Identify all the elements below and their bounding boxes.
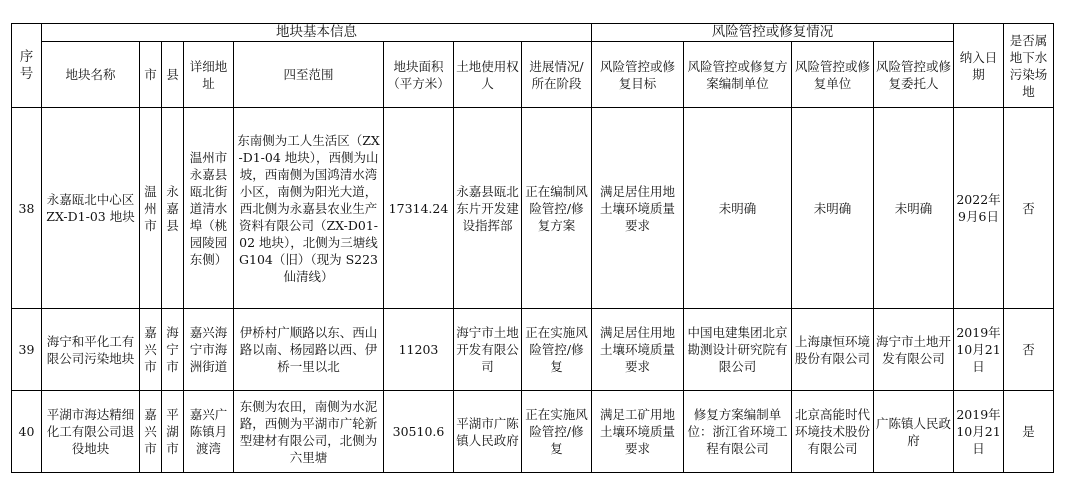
header-seq: 序号 [12,24,42,108]
cell-repair-unit: 未明确 [792,108,874,309]
cell-boundary: 东南侧为工人生活区（ZX-D1-04 地块），西侧为山坡，西南侧为国鸿清水湾小区，南侧为阳光大道，西北侧为永嘉县农业生产资料有限公司（ZX-D01-02 地块），北侧为三塘线 G104（旧）（现为 S223 仙清线） [234,108,384,309]
cell-client: 广陈镇人民政府 [874,391,954,473]
cell-plan-unit: 修复方案编制单位：浙江省环境工程有限公司 [684,391,792,473]
cell-seq: 40 [12,391,42,473]
cell-city: 温州市 [140,108,162,309]
cell-target: 满足工矿用地土壤环境质量要求 [592,391,684,473]
cell-client: 未明确 [874,108,954,309]
cell-repair-unit: 上海康恒环境股份有限公司 [792,309,874,391]
cell-client: 海宁市土地开发有限公司 [874,309,954,391]
cell-target: 满足居住用地土壤环境质量要求 [592,108,684,309]
header-county: 县 [162,42,184,108]
header-plan-unit: 风险管控或修复方案编制单位 [684,42,792,108]
cell-target: 满足居住用地土壤环境质量要求 [592,309,684,391]
cell-city: 嘉兴市 [140,309,162,391]
cell-date: 2019年10月21日 [954,391,1004,473]
header-groundwater: 是否属地下水污染场地 [1004,24,1054,108]
header-progress: 进展情况/所在阶段 [522,42,592,108]
cell-seq: 38 [12,108,42,309]
cell-owner: 永嘉县瓯北东片开发建设指挥部 [454,108,522,309]
cell-progress: 正在实施风险管控/修复 [522,391,592,473]
header-owner: 土地使用权人 [454,42,522,108]
header-group-risk: 风险管控或修复情况 [592,24,954,42]
cell-date: 2019年10月21日 [954,309,1004,391]
cell-address: 嘉兴广陈镇月渡湾 [184,391,234,473]
cell-plan-unit: 未明确 [684,108,792,309]
table-row [12,108,1054,309]
cell-county: 平湖市 [162,391,184,473]
cell-city: 嘉兴市 [140,391,162,473]
header-area: 地块面积（平方米） [384,42,454,108]
cell-repair-unit: 北京高能时代环境技术股份有限公司 [792,391,874,473]
cell-owner: 平湖市广陈镇人民政府 [454,391,522,473]
cell-area: 30510.6 [384,391,454,473]
header-date: 纳入日期 [954,24,1004,108]
cell-groundwater: 否 [1004,309,1054,391]
cell-seq: 39 [12,309,42,391]
header-name: 地块名称 [42,42,140,108]
cell-area: 17314.24 [384,108,454,309]
cell-address: 温州市永嘉县瓯北街道清水埠（桃园陵园东侧） [184,108,234,309]
cell-plan-unit: 中国电建集团北京勘测设计研究院有限公司 [684,309,792,391]
cell-groundwater: 是 [1004,391,1054,473]
cell-name: 永嘉瓯北中心区 ZX-D1-03 地块 [42,108,140,309]
contaminated-site-table [11,23,1054,473]
cell-date: 2022年9月6日 [954,108,1004,309]
header-client: 风险管控或修复委托人 [874,42,954,108]
cell-owner: 海宁市土地开发有限公司 [454,309,522,391]
header-boundary: 四至范围 [234,42,384,108]
cell-groundwater: 否 [1004,108,1054,309]
header-row-group [12,24,1054,42]
cell-county: 永嘉县 [162,108,184,309]
header-row-columns [12,42,1054,108]
table-row [12,391,1054,473]
cell-progress: 正在编制风险管控/修复方案 [522,108,592,309]
cell-boundary: 东侧为农田，南侧为水泥路，西侧为平湖市广轮新型建材有限公司，北侧为六里塘 [234,391,384,473]
header-repair-unit: 风险管控或修复单位 [792,42,874,108]
header-target: 风险管控或修复目标 [592,42,684,108]
cell-boundary: 伊桥村广顺路以东、西山路以南、杨园路以西、伊桥一里以北 [234,309,384,391]
cell-address: 嘉兴海宁市海洲街道 [184,309,234,391]
cell-county: 海宁市 [162,309,184,391]
cell-progress: 正在实施风险管控/修复 [522,309,592,391]
table-row [12,309,1054,391]
header-group-basic: 地块基本信息 [42,24,592,42]
header-city: 市 [140,42,162,108]
header-address: 详细地址 [184,42,234,108]
cell-name: 海宁和平化工有限公司污染地块 [42,309,140,391]
cell-name: 平湖市海达精细化工有限公司退役地块 [42,391,140,473]
cell-area: 11203 [384,309,454,391]
